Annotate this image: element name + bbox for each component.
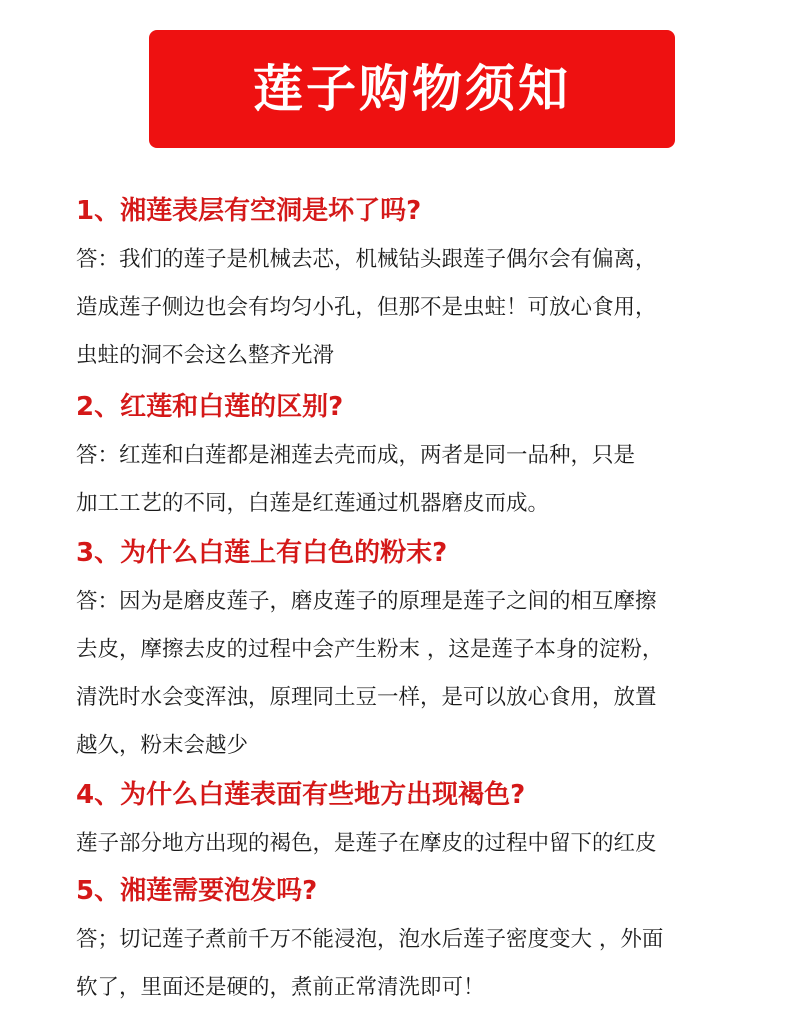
answer-2 xyxy=(76,432,635,528)
page-title: 莲子购物须知 xyxy=(253,60,571,118)
answer-1-line-1: 答：我们的莲子是机械去芯，机械钻头跟莲子偶尔会有偏离， xyxy=(76,247,657,272)
answer-2-line-2: 加工工艺的不同，白莲是红莲通过机器磨皮而成。 xyxy=(76,491,550,516)
question-4: 4、为什么白莲表面有些地方出现褐色? xyxy=(76,780,526,810)
answer-3-line-3: 清洗时水会变浑浊，原理同土豆一样，是可以放心食用，放置 xyxy=(76,685,657,710)
answer-1-line-2: 造成莲子侧边也会有均匀小孔，但那不是虫蛀！可放心食用， xyxy=(76,295,657,320)
answer-3 xyxy=(76,578,663,770)
answer-5-line-2: 软了，里面还是硬的，煮前正常清洗即可！ xyxy=(76,975,485,1000)
answer-5-line-1: 答；切记莲子煮前千万不能浸泡，泡水后莲子密度变大 ，外面 xyxy=(76,927,664,952)
answer-3-line-4: 越久，粉末会越少 xyxy=(76,733,249,758)
faq-item-3 xyxy=(76,532,663,770)
question-2: 2、红莲和白莲的区别? xyxy=(76,392,344,422)
faq-item-1 xyxy=(76,190,657,380)
faq-item-2 xyxy=(76,386,635,528)
faq-item-5 xyxy=(76,870,663,1012)
answer-1 xyxy=(76,236,657,380)
answer-4-line-1: 莲子部分地方出现的褐色，是莲子在摩皮的过程中留下的红皮 xyxy=(76,831,657,856)
answer-3-line-1: 答：因为是磨皮莲子，磨皮莲子的原理是莲子之间的相互摩擦 xyxy=(76,589,657,614)
answer-3-line-2: 去皮，摩擦去皮的过程中会产生粉末 ，这是莲子本身的淀粉， xyxy=(76,637,664,662)
title-banner xyxy=(149,30,675,148)
answer-2-line-1: 答：红莲和白莲都是湘莲去壳而成，两者是同一品种，只是 xyxy=(76,443,636,468)
answer-4 xyxy=(76,820,657,868)
faq-item-4 xyxy=(76,774,657,868)
question-1: 1、湘莲表层有空洞是坏了吗? xyxy=(76,196,422,226)
question-5: 5、湘莲需要泡发吗? xyxy=(76,876,318,906)
answer-1-line-3: 虫蛀的洞不会这么整齐光滑 xyxy=(76,343,335,368)
question-3: 3、为什么白莲上有白色的粉末? xyxy=(76,538,448,568)
answer-5 xyxy=(76,916,663,1012)
